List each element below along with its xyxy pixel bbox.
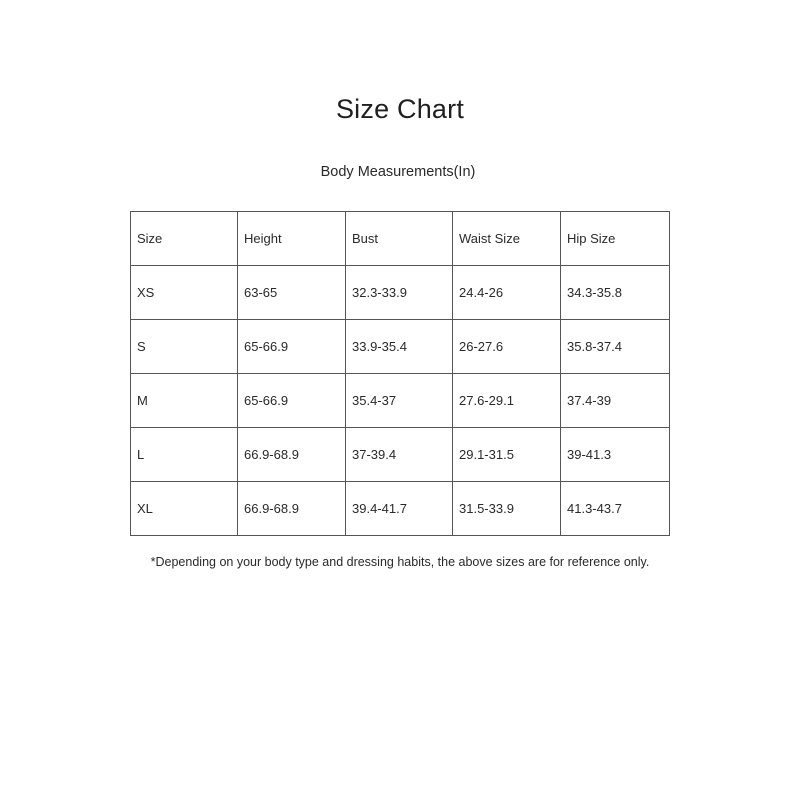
table-caption: Body Measurements(In) <box>320 164 476 180</box>
cell-size: XS <box>131 266 238 320</box>
cell-waist: 24.4-26 <box>453 266 561 320</box>
table-row <box>131 266 670 320</box>
cell-bust: 37-39.4 <box>346 428 453 482</box>
cell-size: S <box>131 320 238 374</box>
table-row <box>131 428 670 482</box>
cell-hip: 41.3-43.7 <box>561 482 670 536</box>
header-size: Size <box>131 212 238 266</box>
cell-hip: 35.8-37.4 <box>561 320 670 374</box>
cell-size: L <box>131 428 238 482</box>
page-title: Size Chart <box>335 94 465 124</box>
cell-bust: 39.4-41.7 <box>346 482 453 536</box>
cell-bust: 33.9-35.4 <box>346 320 453 374</box>
cell-size: M <box>131 374 238 428</box>
cell-waist: 26-27.6 <box>453 320 561 374</box>
size-table <box>130 211 670 536</box>
header-height: Height <box>238 212 346 266</box>
cell-hip: 34.3-35.8 <box>561 266 670 320</box>
cell-hip: 39-41.3 <box>561 428 670 482</box>
cell-height: 65-66.9 <box>238 320 346 374</box>
cell-bust: 35.4-37 <box>346 374 453 428</box>
disclaimer-note: *Depending on your body type and dressing habits, the above sizes are for reference only. <box>150 555 650 569</box>
cell-height: 63-65 <box>238 266 346 320</box>
header-hip: Hip Size <box>561 212 670 266</box>
cell-bust: 32.3-33.9 <box>346 266 453 320</box>
table-row <box>131 374 670 428</box>
cell-height: 66.9-68.9 <box>238 428 346 482</box>
cell-hip: 37.4-39 <box>561 374 670 428</box>
header-bust: Bust <box>346 212 453 266</box>
cell-height: 65-66.9 <box>238 374 346 428</box>
table-row <box>131 482 670 536</box>
table-header-row <box>131 212 670 266</box>
cell-waist: 29.1-31.5 <box>453 428 561 482</box>
cell-height: 66.9-68.9 <box>238 482 346 536</box>
cell-waist: 31.5-33.9 <box>453 482 561 536</box>
cell-waist: 27.6-29.1 <box>453 374 561 428</box>
cell-size: XL <box>131 482 238 536</box>
header-waist: Waist Size <box>453 212 561 266</box>
table-row <box>131 320 670 374</box>
